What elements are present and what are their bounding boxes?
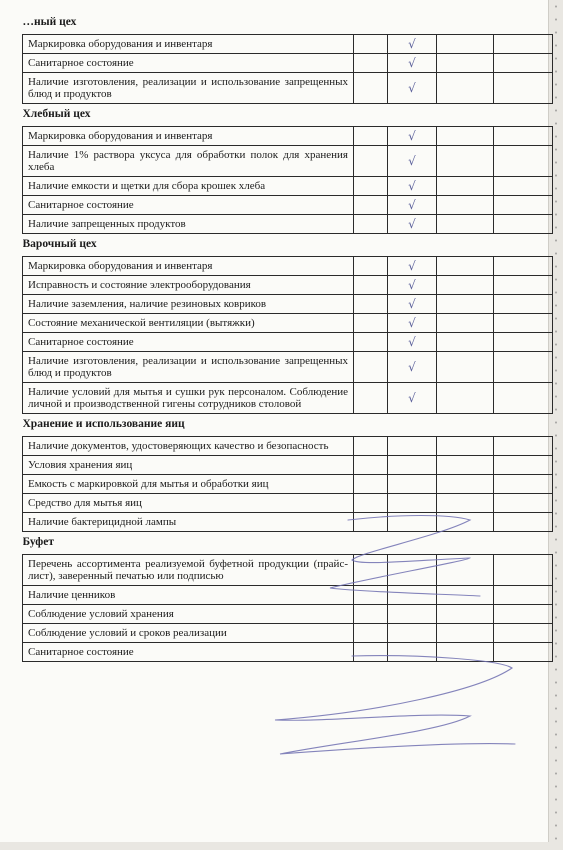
check-mark-cell xyxy=(388,494,437,513)
empty-cell xyxy=(494,624,553,643)
empty-cell xyxy=(354,35,388,54)
empty-cell xyxy=(354,295,388,314)
empty-cell xyxy=(437,146,494,177)
empty-cell xyxy=(437,295,494,314)
empty-cell xyxy=(354,127,388,146)
empty-cell xyxy=(494,73,553,104)
empty-cell xyxy=(437,35,494,54)
table-row xyxy=(23,54,553,73)
empty-cell xyxy=(494,456,553,475)
empty-cell xyxy=(494,146,553,177)
check-mark-cell: √ xyxy=(388,352,437,383)
empty-cell xyxy=(354,475,388,494)
inspection-checklist-table xyxy=(22,12,553,662)
empty-cell xyxy=(437,605,494,624)
checklist-item: Наличие емкости и щетки для сбора крошек хлеба xyxy=(23,177,354,196)
empty-cell xyxy=(354,643,388,662)
empty-cell xyxy=(354,456,388,475)
empty-cell xyxy=(494,295,553,314)
section-title: Буфет xyxy=(23,532,553,555)
check-mark-cell: √ xyxy=(388,146,437,177)
empty-cell xyxy=(354,352,388,383)
empty-cell xyxy=(437,177,494,196)
empty-cell xyxy=(354,73,388,104)
section-title: Варочный цех xyxy=(23,234,553,257)
empty-cell xyxy=(437,586,494,605)
empty-cell xyxy=(494,437,553,456)
checklist-item: Маркировка оборудования и инвентаря xyxy=(23,257,354,276)
checklist-item: Санитарное состояние xyxy=(23,196,354,215)
table-row xyxy=(23,73,553,104)
empty-cell xyxy=(494,215,553,234)
empty-cell xyxy=(354,215,388,234)
empty-cell xyxy=(494,643,553,662)
perforated-edge xyxy=(552,0,560,842)
check-mark-cell: √ xyxy=(388,54,437,73)
empty-cell xyxy=(494,513,553,532)
checklist-item: Условия хранения яиц xyxy=(23,456,354,475)
check-mark-cell: √ xyxy=(388,35,437,54)
empty-cell xyxy=(494,276,553,295)
table-row xyxy=(23,437,553,456)
checklist-item: Состояние механической вентиляции (вытяжки) xyxy=(23,314,354,333)
checklist-item: Исправность и состояние электрооборудования xyxy=(23,276,354,295)
empty-cell xyxy=(437,352,494,383)
checklist-item: Соблюдение условий хранения xyxy=(23,605,354,624)
checklist-item: Соблюдение условий и сроков реализации xyxy=(23,624,354,643)
check-mark-cell: √ xyxy=(388,383,437,414)
table-row xyxy=(23,333,553,352)
empty-cell xyxy=(494,333,553,352)
checklist-item: Средство для мытья яиц xyxy=(23,494,354,513)
checklist-item: Наличие документов, удостоверяющих качество и безопасность xyxy=(23,437,354,456)
empty-cell xyxy=(494,127,553,146)
table-row xyxy=(23,605,553,624)
checklist-item: Наличие условий для мытья и сушки рук персоналом. Соблюдение личной и производственной гигены сотрудников столовой xyxy=(23,383,354,414)
empty-cell xyxy=(494,555,553,586)
empty-cell xyxy=(494,475,553,494)
empty-cell xyxy=(354,146,388,177)
check-mark-cell xyxy=(388,475,437,494)
section-title: …ный цех xyxy=(23,12,553,35)
empty-cell xyxy=(354,555,388,586)
empty-cell xyxy=(354,314,388,333)
check-mark-cell: √ xyxy=(388,177,437,196)
empty-cell xyxy=(437,333,494,352)
section-title: Хлебный цех xyxy=(23,104,553,127)
table-row xyxy=(23,383,553,414)
section-header-row xyxy=(23,12,553,35)
table-row xyxy=(23,643,553,662)
table-row xyxy=(23,196,553,215)
check-mark-cell: √ xyxy=(388,333,437,352)
table-row xyxy=(23,456,553,475)
check-mark-cell xyxy=(388,513,437,532)
empty-cell xyxy=(354,333,388,352)
empty-cell xyxy=(494,257,553,276)
empty-cell xyxy=(494,177,553,196)
table-row xyxy=(23,555,553,586)
empty-cell xyxy=(494,605,553,624)
empty-cell xyxy=(494,314,553,333)
check-mark-cell: √ xyxy=(388,127,437,146)
table-row xyxy=(23,177,553,196)
check-mark-cell xyxy=(388,555,437,586)
empty-cell xyxy=(437,127,494,146)
section-header-row xyxy=(23,414,553,437)
empty-cell xyxy=(494,196,553,215)
empty-cell xyxy=(494,494,553,513)
empty-cell xyxy=(494,35,553,54)
checklist-item: Наличие заземления, наличие резиновых ковриков xyxy=(23,295,354,314)
section-title: Хранение и использование яиц xyxy=(23,414,553,437)
check-mark-cell: √ xyxy=(388,73,437,104)
empty-cell xyxy=(354,605,388,624)
empty-cell xyxy=(494,383,553,414)
empty-cell xyxy=(437,73,494,104)
checklist-item: Маркировка оборудования и инвентаря xyxy=(23,127,354,146)
checklist-item: Наличие запрещенных продуктов xyxy=(23,215,354,234)
table-row xyxy=(23,295,553,314)
check-mark-cell xyxy=(388,456,437,475)
table-row xyxy=(23,586,553,605)
table-row xyxy=(23,494,553,513)
empty-cell xyxy=(494,352,553,383)
empty-cell xyxy=(437,215,494,234)
table-row xyxy=(23,215,553,234)
empty-cell xyxy=(437,196,494,215)
check-mark-cell xyxy=(388,586,437,605)
empty-cell xyxy=(354,54,388,73)
check-mark-cell: √ xyxy=(388,257,437,276)
table-row xyxy=(23,146,553,177)
table-row xyxy=(23,127,553,146)
table-row xyxy=(23,314,553,333)
check-mark-cell: √ xyxy=(388,196,437,215)
check-mark-cell xyxy=(388,437,437,456)
empty-cell xyxy=(437,643,494,662)
empty-cell xyxy=(354,494,388,513)
empty-cell xyxy=(437,314,494,333)
empty-cell xyxy=(437,555,494,586)
empty-cell xyxy=(437,257,494,276)
check-mark-cell xyxy=(388,605,437,624)
checklist-item: Наличие бактерицидной лампы xyxy=(23,513,354,532)
empty-cell xyxy=(354,513,388,532)
check-mark-cell: √ xyxy=(388,215,437,234)
checklist-item: Санитарное состояние xyxy=(23,54,354,73)
table-row xyxy=(23,624,553,643)
table-row xyxy=(23,276,553,295)
section-header-row xyxy=(23,234,553,257)
checklist-item: Санитарное состояние xyxy=(23,643,354,662)
table-row xyxy=(23,513,553,532)
table-row xyxy=(23,35,553,54)
check-mark-cell: √ xyxy=(388,314,437,333)
empty-cell xyxy=(354,177,388,196)
empty-cell xyxy=(437,276,494,295)
empty-cell xyxy=(437,437,494,456)
check-mark-cell xyxy=(388,643,437,662)
empty-cell xyxy=(437,494,494,513)
empty-cell xyxy=(437,513,494,532)
empty-cell xyxy=(354,196,388,215)
empty-cell xyxy=(437,475,494,494)
table-row xyxy=(23,475,553,494)
empty-cell xyxy=(354,624,388,643)
check-mark-cell: √ xyxy=(388,295,437,314)
empty-cell xyxy=(494,54,553,73)
empty-cell xyxy=(354,586,388,605)
empty-cell xyxy=(354,257,388,276)
empty-cell xyxy=(494,586,553,605)
section-header-row xyxy=(23,532,553,555)
empty-cell xyxy=(437,624,494,643)
checklist-item: Емкость с маркировкой для мытья и обработки яиц xyxy=(23,475,354,494)
section-header-row xyxy=(23,104,553,127)
check-mark-cell: √ xyxy=(388,276,437,295)
empty-cell xyxy=(354,437,388,456)
checklist-item: Санитарное состояние xyxy=(23,333,354,352)
empty-cell xyxy=(354,383,388,414)
checklist-item: Наличие ценников xyxy=(23,586,354,605)
checklist-item: Наличие изготовления, реализации и использование запрещенных блюд и продуктов xyxy=(23,352,354,383)
checklist-item: Маркировка оборудования и инвентаря xyxy=(23,35,354,54)
empty-cell xyxy=(437,54,494,73)
table-row xyxy=(23,352,553,383)
empty-cell xyxy=(354,276,388,295)
check-mark-cell xyxy=(388,624,437,643)
checklist-item: Перечень ассортимента реализуемой буфетной продукции (прайс-лист), заверенный печатью или подписью xyxy=(23,555,354,586)
empty-cell xyxy=(437,456,494,475)
empty-cell xyxy=(437,383,494,414)
table-row xyxy=(23,257,553,276)
checklist-item: Наличие 1% раствора уксуса для обработки полок для хранения хлеба xyxy=(23,146,354,177)
checklist-item: Наличие изготовления, реализации и использование запрещенных блюд и продуктов xyxy=(23,73,354,104)
